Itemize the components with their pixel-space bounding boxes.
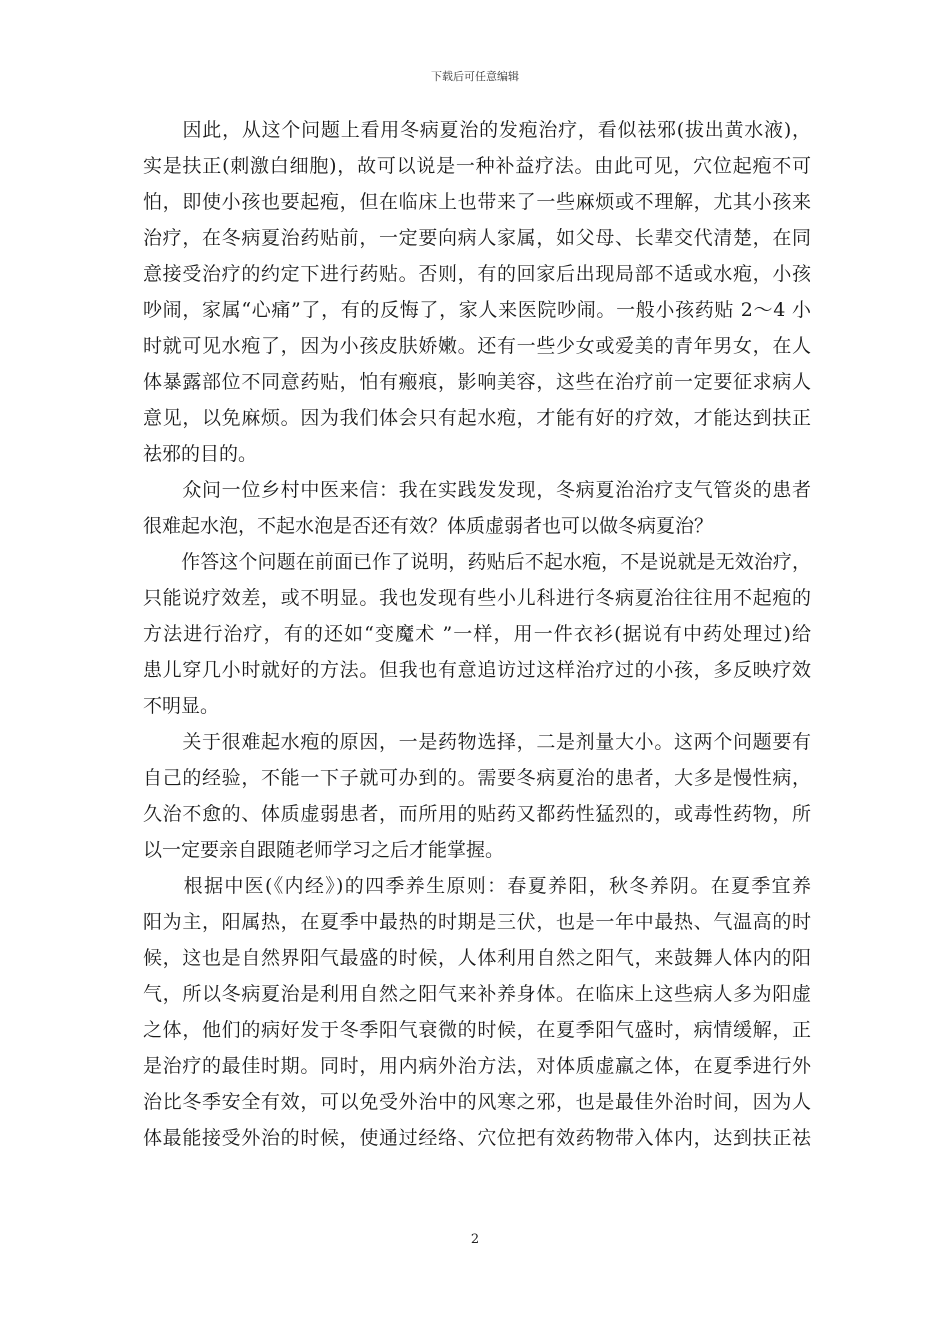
text-line: 久治不愈的、体质虚弱患者，而所用的贴药又都药性猛烈的，或毒性药物，所 — [143, 803, 811, 825]
text-line: 时就可见水疱了，因为小孩皮肤娇嫩。还有一些少女或爱美的青年男女，在人 — [143, 335, 811, 357]
text-line: 众问一位乡村中医来信：我在实践发发现，冬病夏治治疗支气管炎的患者 — [143, 479, 811, 501]
paragraph — [143, 724, 811, 868]
text-line: 怕，即使小孩也要起疱，但在临床上也带来了一些麻烦或不理解，尤其小孩来 — [143, 191, 811, 213]
text-line: 阳为主，阳属热，在夏季中最热的时期是三伏，也是一年中最热、气温高的时 — [143, 911, 811, 933]
page-header: 下载后可任意编辑 — [431, 70, 519, 83]
text-line: 治比冬季安全有效，可以免受外治中的风寒之邪，也是最佳外治时间，因为人 — [143, 1091, 811, 1113]
text-line: 患儿穿几小时就好的方法。但我也有意追访过这样治疗过的小孩，多反映疗效 — [143, 659, 811, 681]
paragraph — [143, 472, 811, 544]
text-line: 意见，以免麻烦。因为我们体会只有起水疱，才能有好的疗效，才能达到扶正 — [143, 407, 811, 429]
paragraph — [143, 112, 811, 472]
text-line: 关于很难起水疱的原因，一是药物选择，二是剂量大小。这两个问题要有 — [143, 731, 811, 753]
text-line: 因此，从这个问题上看用冬病夏治的发疱治疗，看似祛邪(拔出黄水液)， — [143, 119, 811, 141]
text-line: 吵闹，家属“心痛”了，有的反悔了，家人来医院吵闹。一般小孩药贴 2～4 小 — [143, 299, 811, 321]
paragraph — [143, 544, 811, 724]
text-line: 之体，他们的病好发于冬季阳气衰微的时候，在夏季阳气盛时，病情缓解，正 — [143, 1019, 811, 1041]
text-line: 意接受治疗的约定下进行药贴。否则，有的回家后出现局部不适或水疱，小孩 — [143, 263, 811, 285]
text-line: 气，所以冬病夏治是利用自然之阳气来补养身体。在临床上这些病人多为阳虚 — [143, 983, 811, 1005]
text-line: 方法进行治疗，有的还如“变魔术 ”一样，用一件衣衫(据说有中药处理过)给 — [143, 623, 811, 645]
text-line: 实是扶正(刺激白细胞)，故可以说是一种补益疗法。由此可见，穴位起疱不可 — [143, 155, 811, 177]
text-line: 是治疗的最佳时期。同时，用内病外治方法，对体质虚羸之体，在夏季进行外 — [143, 1055, 811, 1077]
text-line: 体暴露部位不同意药贴，怕有瘢痕，影响美容，这些在治疗前一定要征求病人 — [143, 371, 811, 393]
text-line: 治疗，在冬病夏治药贴前，一定要向病人家属，如父母、长辈交代清楚，在同 — [143, 227, 811, 249]
text-line: 候，这也是自然界阳气最盛的时候，人体利用自然之阳气，来鼓舞人体内的阳 — [143, 947, 811, 969]
text-line: 不明显。 — [143, 695, 220, 717]
text-line: 祛邪的目的。 — [143, 443, 258, 465]
text-line: 体最能接受外治的时候，使通过经络、穴位把有效药物带入体内，达到扶正祛 — [143, 1127, 811, 1149]
paragraph — [143, 868, 811, 1156]
document-body — [143, 112, 811, 1156]
text-line: 只能说疗效差，或不明显。我也发现有些小儿科进行冬病夏治往往用不起疱的 — [143, 587, 811, 609]
text-line: 以一定要亲自跟随老师学习之后才能掌握。 — [143, 839, 505, 861]
text-line: 作答这个问题在前面已作了说明，药贴后不起水疱，不是说就是无效治疗， — [143, 551, 811, 573]
text-line: 根据中医(《内经》)的四季养生原则：春夏养阳，秋冬养阴。在夏季宜养 — [143, 875, 811, 897]
text-line: 很难起水泡，不起水泡是否还有效？体质虚弱者也可以做冬病夏治？ — [143, 515, 714, 537]
text-line: 自己的经验，不能一下子就可办到的。需要冬病夏治的患者，大多是慢性病， — [143, 767, 811, 789]
page-number: 2 — [470, 1232, 480, 1247]
